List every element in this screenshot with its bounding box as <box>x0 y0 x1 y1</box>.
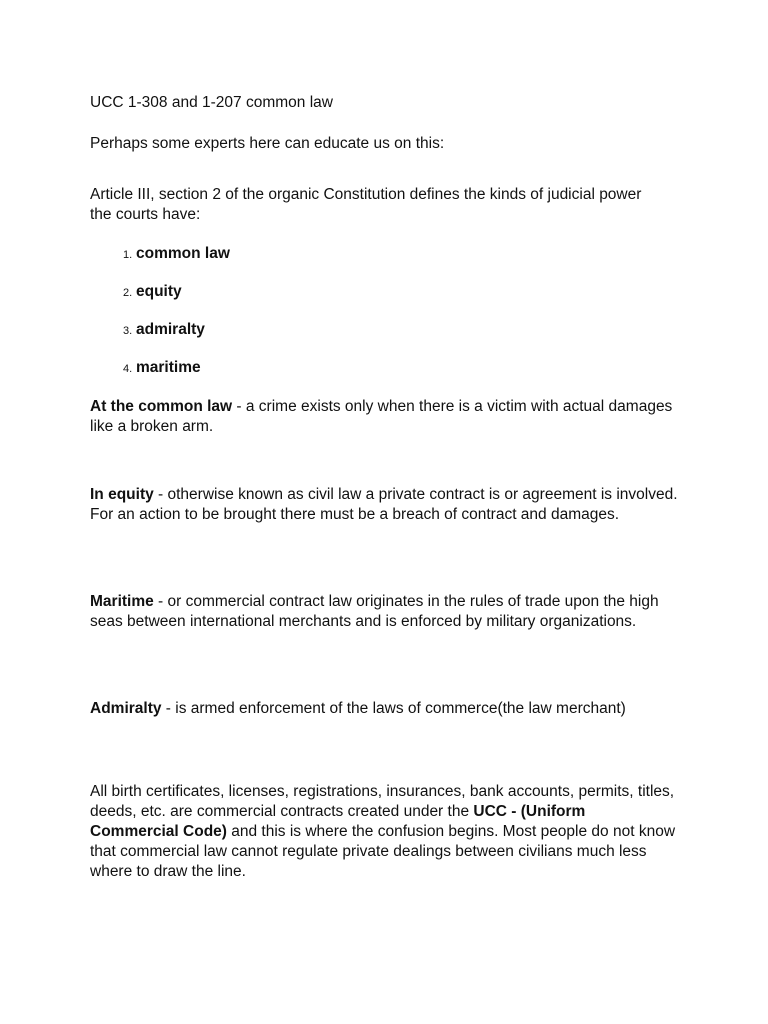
definition-text: - is armed enforcement of the laws of commerce(the law merchant) <box>161 700 626 717</box>
list-item-common-law <box>123 244 230 265</box>
list-label: maritime <box>136 359 201 376</box>
article-text: Article III, section 2 of the organic Constitution defines the kinds of judicial power the courts have: <box>90 186 642 223</box>
definition-term: In equity <box>90 486 154 503</box>
definition-text: - otherwise known as civil law a private contract is or agreement is involved. For an action to be brought there must be a breach of contract and damages. <box>90 486 678 523</box>
definition-term: Admiralty <box>90 700 162 717</box>
definition-text: - a crime exists only when there is a victim with actual damages like a broken arm. <box>90 398 673 435</box>
intro-text: Perhaps some experts here can educate us on this: <box>90 135 445 152</box>
closing-text-before: All birth certificates, licenses, registrations, insurances, bank accounts, permits, titles, deeds, etc. are commercial contracts created under the <box>90 783 675 820</box>
list-item-maritime <box>123 358 201 379</box>
definition-admiralty <box>90 699 700 719</box>
list-label: common law <box>136 245 230 262</box>
list-number: 4. <box>123 363 133 375</box>
definition-common-law <box>90 397 680 437</box>
closing-paragraph <box>90 782 675 882</box>
list-number: 2. <box>123 287 133 299</box>
closing-text-after: and this is where the confusion begins. Most people do not know that commercial law cannot regulate private dealings between civilians much less where to draw the line. <box>90 823 676 880</box>
list-label: admiralty <box>136 321 205 338</box>
list-number: 3. <box>123 325 133 337</box>
list-number: 1. <box>123 249 133 261</box>
list-label: equity <box>136 283 182 300</box>
definition-text: - or commercial contract law originates in the rules of trade upon the high seas between international merchants and is enforced by military organizations. <box>90 593 659 630</box>
definition-equity <box>90 485 680 525</box>
list-item-equity <box>123 282 182 303</box>
definition-maritime <box>90 592 690 632</box>
definition-term: Maritime <box>90 593 154 610</box>
ucc-term: UCC - (Uniform Commercial Code) <box>90 803 586 840</box>
definition-term: At the common law <box>90 398 233 415</box>
document-title: UCC 1-308 and 1-207 common law <box>90 94 333 111</box>
list-item-admiralty <box>123 320 205 341</box>
